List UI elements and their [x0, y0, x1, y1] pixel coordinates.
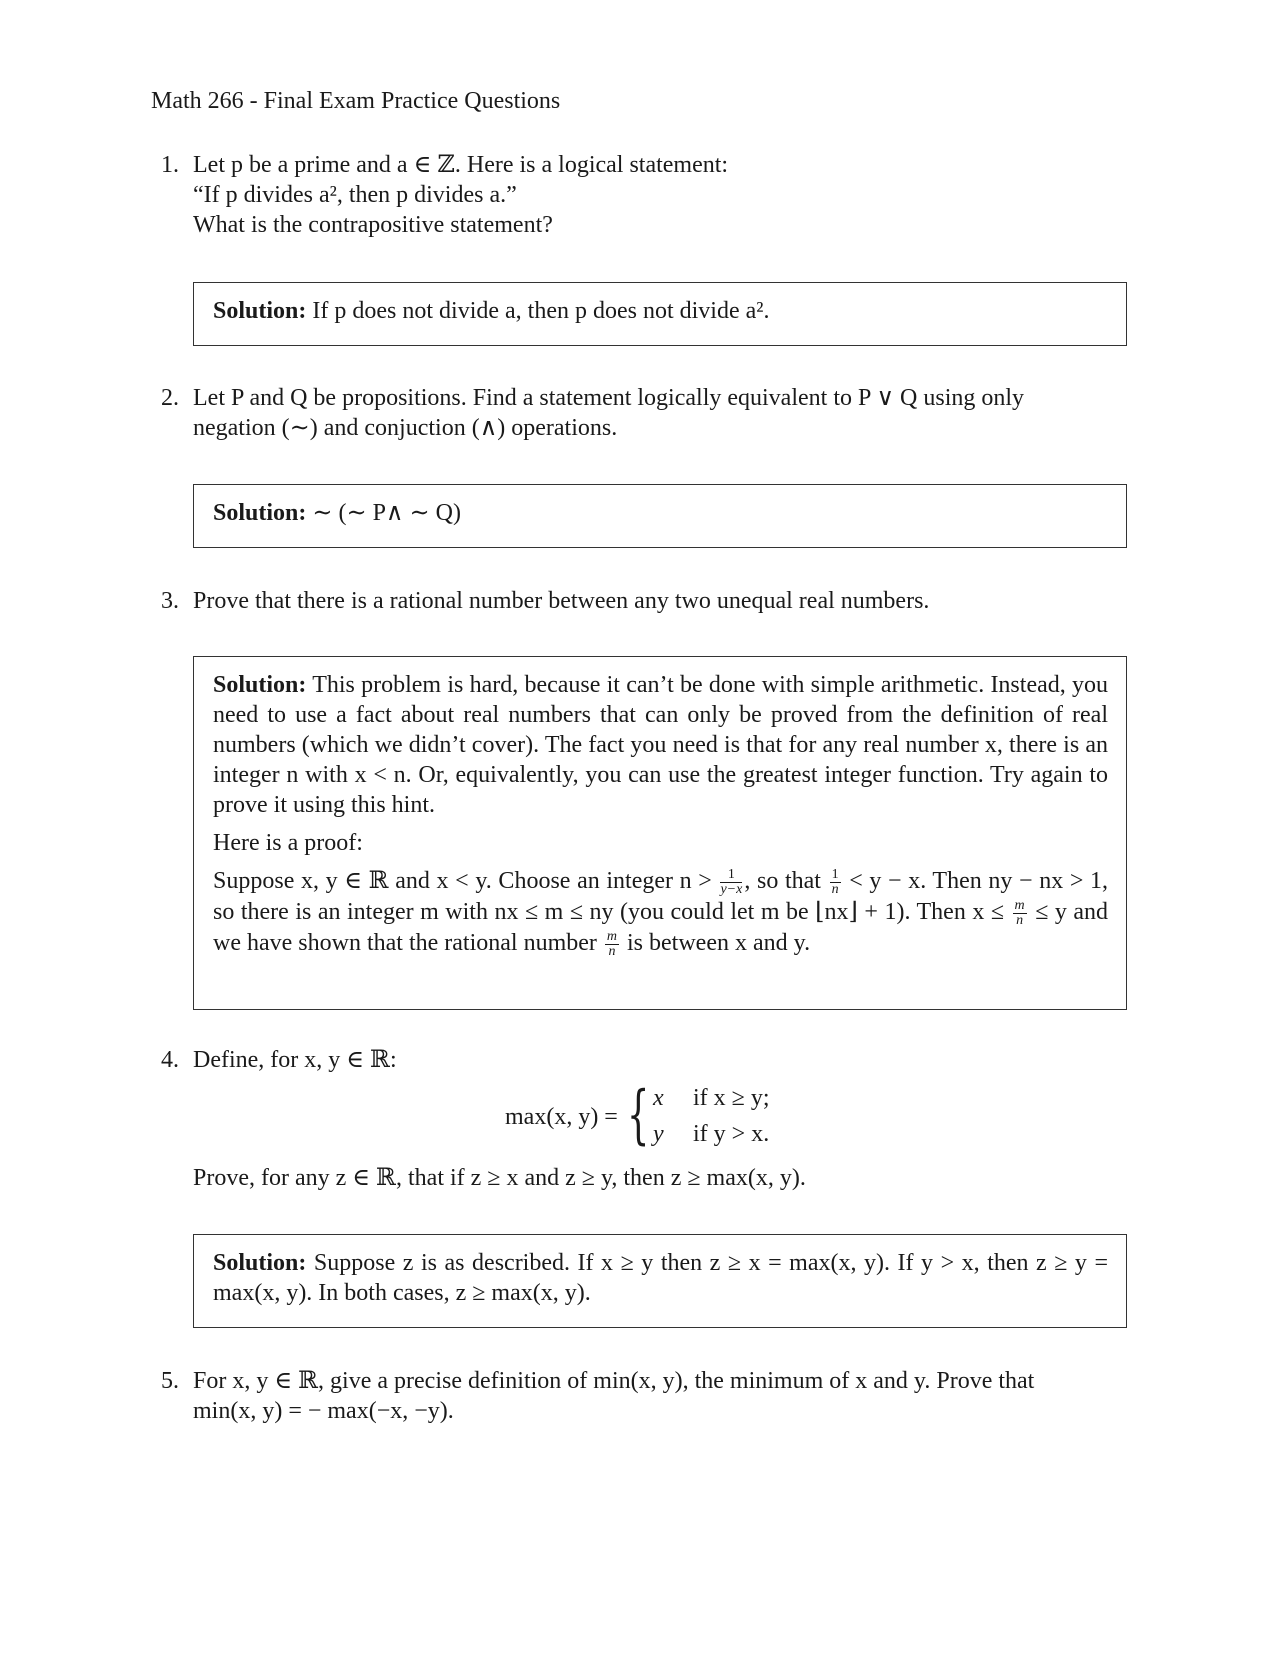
page-title: Math 266 - Final Exam Practice Questions	[151, 88, 561, 114]
left-brace-icon: {	[627, 1078, 650, 1152]
case-condition: if x ≥ y;	[693, 1085, 770, 1111]
solution-label: Solution:	[213, 672, 307, 698]
question-1	[161, 150, 1131, 240]
proof-text: ≤ y and we have shown that the rational number	[213, 898, 1109, 956]
question-line: Let p be a prime and a ∈ ℤ. Here is a logical statement:	[193, 152, 729, 178]
question-line: Prove, for any z ∈ ℝ, that if z ≥ x and z ≥ y, then z ≥ max(x, y).	[193, 1165, 806, 1191]
question-line: min(x, y) = − max(−x, −y).	[193, 1398, 454, 1424]
case-row-1	[653, 1083, 770, 1113]
proof-text: is between x and y.	[627, 929, 811, 956]
question-5	[161, 1366, 1131, 1426]
solution-text: This problem is hard, because it can’t be done with simple arithmetic. Instead, you need to use a fact about real numbers that can only be proved from the definition of real numbers (which we didn’t cover). The fact you need is that for any real number x, there is an integer n with x < n. Or, equivalently, you can use the greatest integer function. Try again to prove it using this hint.	[213, 672, 1108, 818]
question-4	[161, 1045, 1131, 1075]
denominator: n	[1016, 912, 1024, 928]
question-line: Prove that there is a rational number between any two unequal real numbers.	[193, 588, 930, 614]
question-line: Let P and Q be propositions. Find a statement logically equivalent to P ∨ Q using only	[193, 385, 1025, 411]
definition-lhs: max(x, y) =	[505, 1104, 618, 1130]
solution-text: ∼ (∼ P∧ ∼ Q)	[312, 500, 461, 526]
solution-label: Solution:	[213, 500, 307, 526]
question-line: For x, y ∈ ℝ, give a precise definition of min(x, y), the minimum of x and y. Prove that	[193, 1368, 1035, 1394]
question-number: 2.	[161, 385, 179, 411]
question-number: 1.	[161, 152, 179, 178]
fraction	[830, 868, 841, 897]
question-number: 3.	[161, 588, 179, 614]
numerator: 1	[831, 866, 839, 882]
max-definition	[505, 1078, 825, 1152]
denominator: y−x	[720, 881, 743, 897]
numerator: m	[1014, 897, 1025, 913]
solution-box-3	[193, 656, 1127, 1010]
proof-text: , so that	[744, 868, 821, 894]
case-row-2	[653, 1119, 769, 1149]
solution-text: Here is a proof:	[213, 830, 363, 856]
fraction	[720, 868, 742, 897]
question-line: negation (∼) and conjuction (∧) operations.	[193, 415, 618, 441]
proof-text: Suppose x, y ∈ ℝ and x < y. Choose an integer n >	[213, 868, 712, 894]
solution-box-2	[193, 484, 1127, 548]
question-line: Define, for x, y ∈ ℝ:	[193, 1047, 397, 1073]
solution-box-4	[193, 1234, 1127, 1328]
question-3	[161, 586, 1131, 616]
fraction	[1013, 899, 1027, 928]
question-number: 5.	[161, 1368, 179, 1394]
solution-box-1	[193, 282, 1127, 346]
question-line: What is the contrapositive statement?	[193, 212, 553, 238]
proof-paragraph	[213, 866, 1108, 959]
numerator: m	[606, 928, 618, 944]
question-line: “If p divides a², then p divides a.”	[193, 182, 517, 208]
solution-text: If p does not divide a, then p does not divide a².	[312, 298, 770, 324]
question-number: 4.	[161, 1047, 179, 1073]
case-value: x	[653, 1085, 664, 1111]
question-2	[161, 383, 1131, 443]
solution-text: Suppose z is as described. If x ≥ y then z ≥ x = max(x, y). If y > x, then z ≥ y = max(x, y). In both cases, z ≥ max(x, y).	[213, 1250, 1109, 1306]
numerator: 1	[720, 868, 742, 883]
case-value: y	[653, 1121, 664, 1147]
case-condition: if y > x.	[693, 1121, 770, 1147]
solution-label: Solution:	[213, 298, 307, 324]
question-4-prompt	[161, 1163, 1131, 1193]
denominator: n	[608, 943, 616, 959]
proof-text: < y − x. Then ny − nx > 1, so there is an integer m with nx ≤ m ≤ ny (you could let m be ⌊nx⌋ + 1). Then x ≤	[213, 868, 1109, 925]
fraction	[605, 930, 619, 959]
solution-label: Solution:	[213, 1250, 307, 1276]
denominator: n	[831, 881, 839, 897]
